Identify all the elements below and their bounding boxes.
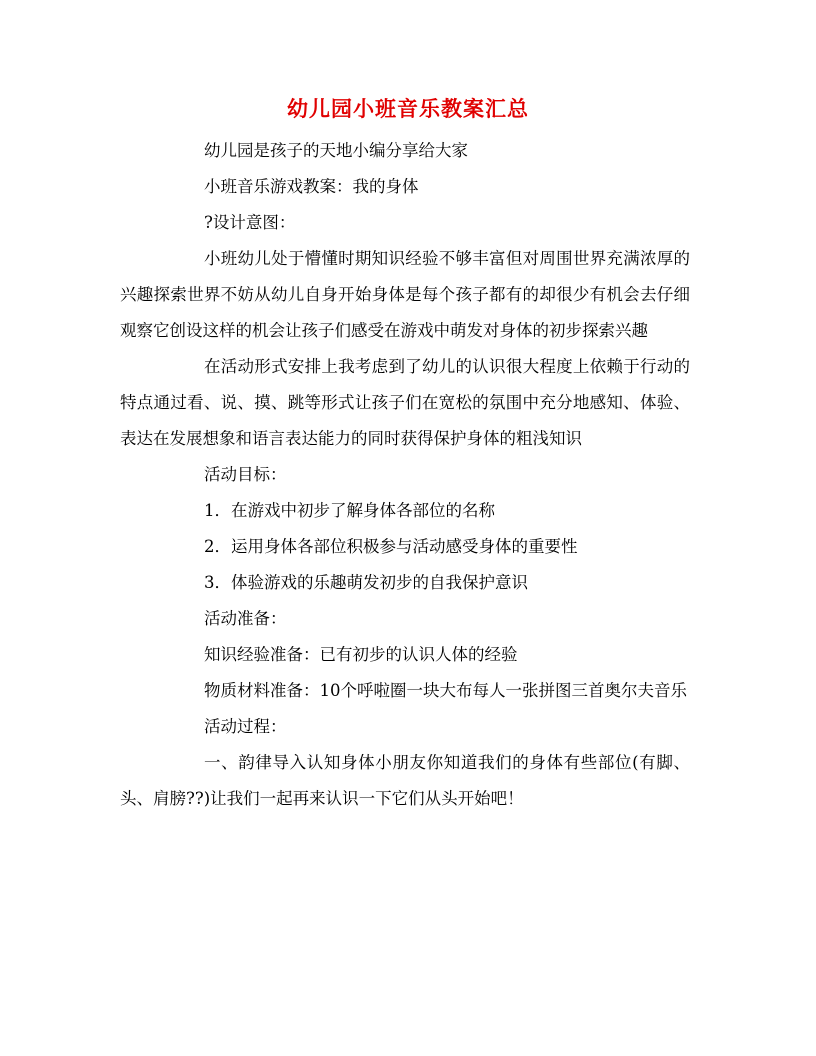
paragraph-design-2: 在活动形式安排上我考虑到了幼儿的认识很大程度上依赖于行动的特点通过看、说、摸、跳等形式让孩子们在宽松的氛围中充分地感知、体验、表达在发展想象和语言表达能力的同时获得保护身体的粗浅知识	[120, 357, 690, 448]
paragraph-lesson-title: 小班音乐游戏教案：我的身体	[204, 177, 419, 196]
paragraph-prep-heading: 活动准备：	[204, 609, 287, 628]
paragraph-prep-knowledge: 知识经验准备：已有初步的认识人体的经验	[204, 645, 518, 664]
paragraph-goal-3: 3．体验游戏的乐趣萌发初步的自我保护意识	[204, 573, 528, 592]
paragraph-goal-1: 1．在游戏中初步了解身体各部位的名称	[204, 501, 495, 520]
paragraph-intro: 幼儿园是孩子的天地小编分享给大家	[204, 141, 468, 160]
document-body	[120, 133, 690, 817]
paragraph-goal-2: 2．运用身体各部位积极参与活动感受身体的重要性	[204, 537, 578, 556]
paragraph-design-heading: ?设计意图：	[204, 213, 296, 232]
paragraph-prep-materials: 物质材料准备：10个呼啦圈一块大布每人一张拼图三首奥尔夫音乐	[204, 681, 687, 700]
paragraph-process-heading: 活动过程：	[204, 717, 287, 736]
paragraph-design-1: 小班幼儿处于懵懂时期知识经验不够丰富但对周围世界充满浓厚的兴趣探索世界不妨从幼儿自身开始身体是每个孩子都有的却很少有机会去仔细观察它创设这样的机会让孩子们感受在游戏中萌发对身体的初步探索兴趣	[120, 249, 690, 340]
paragraph-goals-heading: 活动目标：	[204, 465, 287, 484]
document-title: 幼儿园小班音乐教案汇总	[287, 96, 529, 121]
paragraph-process-1: 一、韵律导入认知身体小朋友你知道我们的身体有些部位(有脚、头、肩膀??)让我们一起再来认识一下它们从头开始吧！	[120, 753, 690, 808]
